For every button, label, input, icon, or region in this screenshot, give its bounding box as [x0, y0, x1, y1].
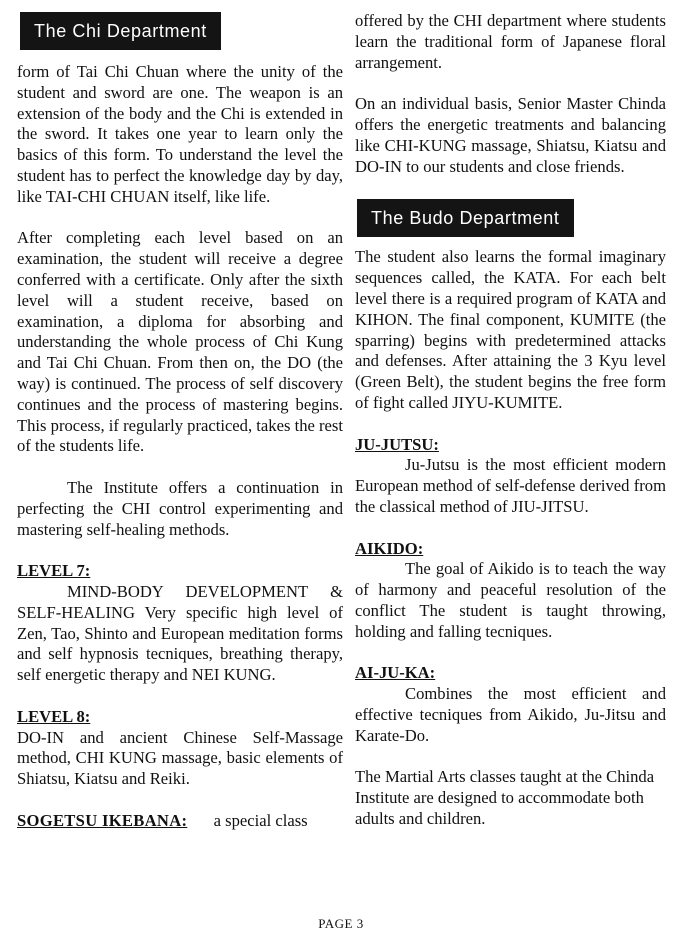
left-paragraph-2: After completing each level based on an examination, the student will receive a degree conferred with a certificate. Only after the sixth level will a student receive, based on examination, a diploma for absorbing and understanding the whole process of Chi Kung and Tai Chi Chuan. From then on, the DO (the way) is continued. The process of self discovery continues and the process of mastering begins. This process, if regularly practiced, takes the rest of the students life. — [17, 228, 343, 456]
page-number: PAGE 3 — [318, 916, 364, 931]
aikido-heading: AIKIDO: — [355, 538, 424, 558]
right-column — [355, 11, 666, 830]
aijuka-body: Combines the most efficient and effective tecniques from Aikido, Ju-Jitsu and Karate-Do. — [355, 684, 666, 745]
aikido-body: The goal of Aikido is to teach the way of harmony and peaceful resolution of the conflict The student is taught throwing, holding and falling tecniques. — [355, 559, 666, 641]
sogetsu-body: a special class — [213, 810, 308, 830]
sogetsu-heading: SOGETSU IKEBANA: — [17, 810, 188, 830]
aijuka-heading: AI-JU-KA: — [355, 663, 436, 683]
jujutsu-body: Ju-Jutsu is the most efficient modern European method of self-defense derived from the classical method of JIU-JITSU. — [355, 455, 666, 516]
sogetsu-line — [17, 811, 343, 832]
budo-department-banner-wrap — [357, 199, 666, 237]
chi-department-banner: The Chi Department — [20, 12, 221, 50]
right-paragraph-3: The student also learns the formal imaginary sequences called, the KATA. For each belt level there is a required program of KATA and KIHON. The final component, KUMITE (the sparring) begins with predetermined attacks and defenses. After attaining the 3 Kyu level (Green Belt), the student begins the free form of fight called JIYU-KUMITE. — [355, 247, 666, 412]
level-7-body: MIND-BODY DEVELOPMENT & SELF-HEALING Very specific high level of Zen, Tao, Shinto and European meditation forms and self hypnosis tecniques, breathing therapy, self energetic therapy and NEI KUNG. — [17, 581, 343, 685]
right-paragraph-4: The Martial Arts classes taught at the Chinda Institute are designed to accommodate both adults and children. — [355, 767, 655, 828]
chi-department-banner-wrap — [20, 12, 221, 50]
budo-department-banner: The Budo Department — [357, 199, 574, 237]
right-paragraph-2: On an individual basis, Senior Master Chinda offers the energetic treatments and balancing like CHI-KUNG massage, Shiatsu, Kiatsu and DO-IN to our students and close friends. — [355, 94, 666, 176]
left-paragraph-1: form of Tai Chi Chuan where the unity of the student and sword are one. The weapon is an extension of the body and the Chi is extended in the sword. It takes one year to learn only the basics of this form. To understand the level the student has to perfect the knowledge day by day, like TAI-CHI CHUAN itself, like life. — [17, 62, 343, 206]
left-column — [17, 62, 343, 831]
level-8-body: DO-IN and ancient Chinese Self-Massage method, CHI KUNG massage, basic elements of Shiatsu, Kiatsu and Reiki. — [17, 727, 343, 789]
left-paragraph-3: The Institute offers a continuation in perfecting the CHI control experimenting and mastering self-healing methods. — [17, 477, 343, 539]
right-paragraph-1: offered by the CHI department where students learn the traditional form of Japanese floral arrangement. — [355, 11, 666, 72]
jujutsu-heading: JU-JUTSU: — [355, 434, 439, 454]
level-8-heading: LEVEL 8: — [17, 706, 91, 726]
level-7-heading: LEVEL 7: — [17, 561, 91, 581]
